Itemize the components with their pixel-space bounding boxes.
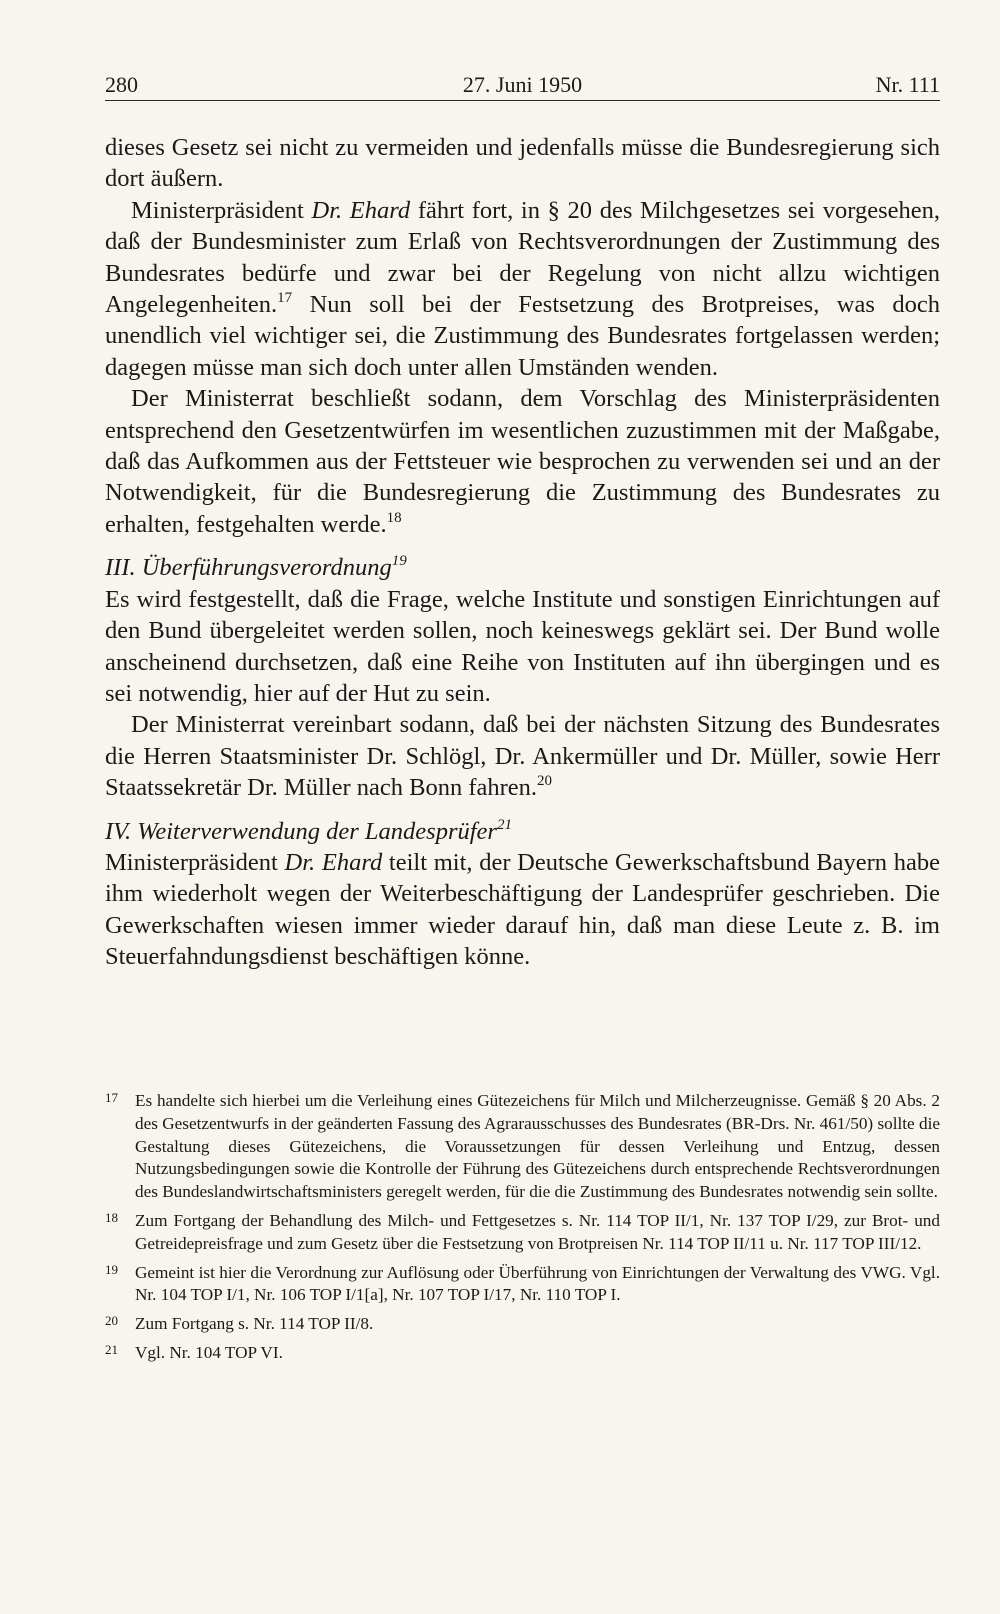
- paragraph: Es wird festgestellt, daß die Frage, welche Institute und sonstigen Einrichtungen auf den Bund übergeleitet werden sollen, noch keineswegs geklärt sei. Der Bund wolle anscheinend durchsetzen, daß eine Reihe von Instituten auf ihn übergingen und es sei notwendig, hier auf der Hut zu sein.: [105, 585, 940, 707]
- footnote-text: Zum Fortgang der Behandlung des Milch- und Fettgesetzes s. Nr. 114 TOP II/1, Nr. 137 TOP I/29, zur Brot- und Getreidepreisfrage und zum Gesetz über die Festsetzung von Brotpreisen Nr. 114 TOP II/11 u. Nr. 117 TOP III/12.: [135, 1210, 940, 1253]
- footnote-number: 21: [105, 1341, 118, 1357]
- text-span: fährt fort, in § 20 des Milchgesetzes sei vorgesehen, daß der Bundesminister zum Erlaß von Rechtsverordnungen der Zustimmung des Bundesrates bedürfe und zwar bei der Regelung von nicht allzu wichtigen Angelegenheiten.: [105, 196, 941, 319]
- text-span: Ministerpräsident: [105, 848, 285, 876]
- footnote: [105, 1262, 940, 1308]
- paragraph: [105, 195, 940, 383]
- footnote-text: Es handelte sich hierbei um die Verleihung eines Gütezeichens für Milch und Milcherzeugnisse. Gemäß § 20 Abs. 2 des Gesetzentwurfs in der geänderten Fassung des Agrarausschusses des Bundesrates (BR-Drs. Nr. 461/50) sollte die Gestaltung dieses Gütezeichens, die Voraussetzungen für dessen Verleihung und Entzug, dessen Nutzungsbedingungen sowie die Kontrolle der Führung des Gütezeichens durch entsprechende Rechtsverordnungen des Bundeslandwirtschaftsministers geregelt werden, für die die Zustimmung des Bundesrates notwendig sein sollte.: [135, 1091, 940, 1202]
- footnote-number: 18: [105, 1209, 118, 1225]
- document-number: Nr. 111: [875, 72, 940, 97]
- footnote-number: 17: [105, 1090, 118, 1105]
- footnote-text: Vgl. Nr. 104 TOP VI.: [135, 1342, 283, 1362]
- main-text: [105, 132, 940, 973]
- running-head: [105, 66, 940, 101]
- person-name: Dr. Ehard: [284, 848, 383, 876]
- text-span: teilt mit, der Deutsche Gewerkschaftsbund Bayern habe ihm wiederholt wegen der Weiterbeschäftigung der Landesprüfer geschrieben. Die Gewerkschaften wiesen immer wieder darauf hin, daß man diese Leute z. B. im Steuerfahndungsdienst beschäftigen könne.: [105, 848, 941, 971]
- heading-text: IV. Weiterverwendung der Landesprüfer: [105, 817, 497, 845]
- text-span: Der Ministerrat beschließt sodann, dem Vorschlag des Ministerpräsidenten entsprechend den Gesetzentwürfen im wesentlichen zuzustimmen mit der Maßgabe, daß das Aufkommen aus der Fettsteuer wie besprochen zu verwenden sei und an der Notwendigkeit, für die Bundesregierung die Zustimmung des Bundesrates zu erhalten, festgehalten werde.: [105, 385, 940, 538]
- footnote-number: 19: [105, 1261, 118, 1277]
- footnote-ref: 20: [537, 773, 553, 790]
- text-span: Nun soll bei der Festsetzung des Brotpreises, was doch unendlich viel wichtiger sei, die Zustimmung des Bundesrates fortgelassen werden; dagegen müsse man sich doch unter allen Umständen wenden.: [105, 291, 940, 381]
- page-number: 280: [105, 72, 138, 97]
- footnote: [105, 1313, 940, 1336]
- section-heading: [105, 816, 940, 847]
- footnote: [105, 1342, 940, 1365]
- footnote-text: Gemeint ist hier die Verordnung zur Auflösung oder Überführung von Einrichtungen der Verwaltung des VWG. Vgl. Nr. 104 TOP I/1, Nr. 106 TOP I/1[a], Nr. 107 TOP I/17, Nr. 110 TOP I.: [135, 1262, 940, 1305]
- footnote: [105, 1210, 940, 1256]
- paragraph: dieses Gesetz sei nicht zu vermeiden und jedenfalls müsse die Bundesregierung sich dort äußern.: [105, 134, 940, 193]
- footnote: [105, 1090, 940, 1204]
- header-date: 27. Juni 1950: [462, 72, 583, 97]
- paragraph: [105, 709, 940, 803]
- paragraph: [105, 847, 940, 973]
- text-span: Ministerpräsident: [131, 196, 312, 224]
- text-span: Der Ministerrat vereinbart sodann, daß bei der nächsten Sitzung des Bundesrates die Herren Staatsminister Dr. Schlögl, Dr. Ankermüller und Dr. Müller, sowie Herr Staatssekretär Dr. Müller nach Bonn fahren.: [105, 711, 940, 802]
- paragraph: [105, 383, 940, 540]
- footnote-ref: 18: [386, 509, 402, 526]
- section-heading: [105, 552, 940, 583]
- person-name: Dr. Ehard: [311, 196, 411, 224]
- footnote-ref: 19: [391, 553, 407, 570]
- footnote-ref: 21: [496, 816, 512, 833]
- footnotes: [105, 1090, 940, 1371]
- footnote-number: 20: [105, 1313, 118, 1329]
- footnote-text: Zum Fortgang s. Nr. 114 TOP II/8.: [135, 1314, 374, 1334]
- heading-text: III. Überführungsverordnung: [105, 554, 392, 582]
- footnote-ref: 17: [277, 290, 293, 307]
